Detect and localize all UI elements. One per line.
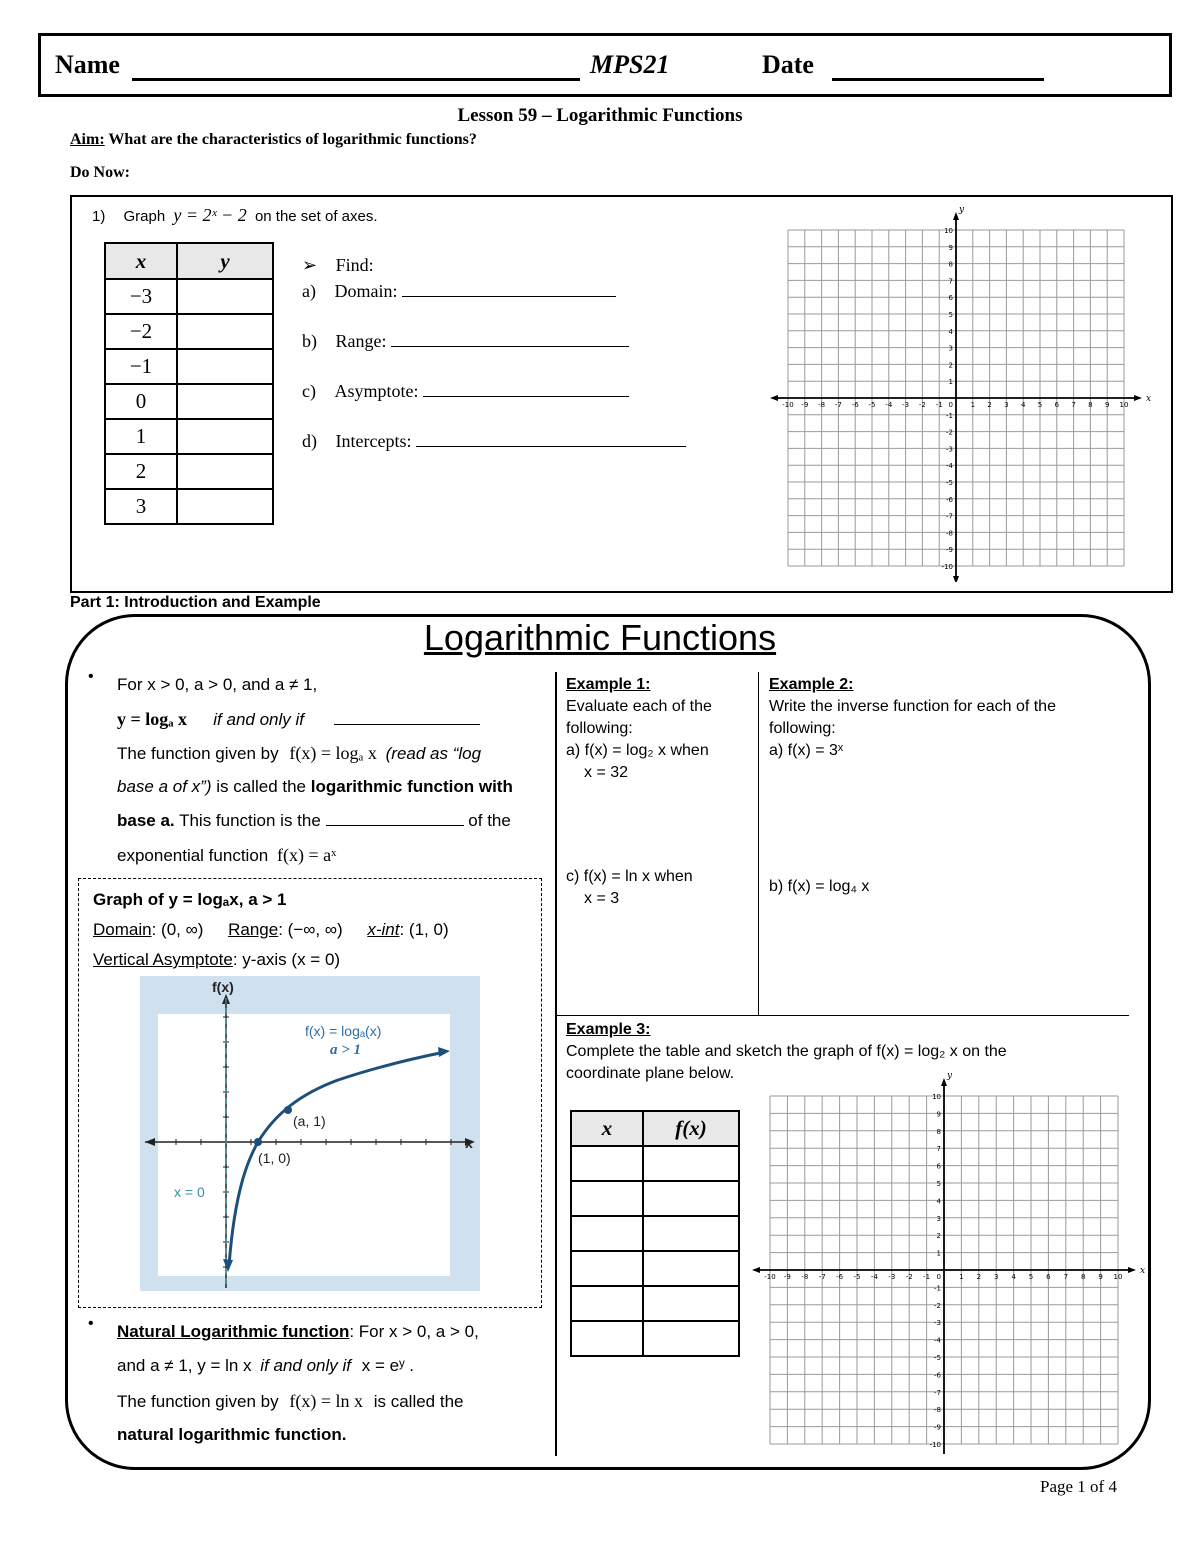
def-line3-pre: The function given by xyxy=(117,744,279,763)
table-cell[interactable] xyxy=(643,1286,739,1321)
table-x-cell: −2 xyxy=(105,314,177,349)
def-line4-read: base a of x”) xyxy=(117,777,212,796)
def-line6-fx: f(x) = aˣ xyxy=(276,845,337,865)
y-tick-label: 1 xyxy=(948,378,953,387)
x-tick-label: 7 xyxy=(1063,1273,1069,1281)
y-tick-label: 5 xyxy=(948,311,953,319)
x-tick-label: -5 xyxy=(868,401,876,409)
def-line6-text: exponential function xyxy=(117,846,269,865)
x-tick-label: -1 xyxy=(923,1273,931,1281)
table-cell[interactable] xyxy=(571,1146,643,1181)
natural-line2-end: x = eʸ . xyxy=(361,1356,414,1375)
x-tick-label: 2 xyxy=(987,401,992,409)
point-a-label: (a, 1) xyxy=(293,1113,326,1129)
table-x-cell: 2 xyxy=(105,454,177,489)
asymptote-label: x = 0 xyxy=(174,1184,205,1200)
x-tick-label: 9 xyxy=(1104,401,1110,409)
table-cell[interactable] xyxy=(643,1146,739,1181)
x-tick-label: 5 xyxy=(1037,401,1043,409)
def-iff-blank[interactable] xyxy=(334,723,480,725)
x-tick-label: 8 xyxy=(1088,401,1093,409)
natural-line3-pre: The function given by xyxy=(117,1392,279,1411)
x-tick-label: -8 xyxy=(818,401,826,409)
y-tick-label: 6 xyxy=(948,294,953,303)
table-cell[interactable] xyxy=(643,1181,739,1216)
table-cell[interactable] xyxy=(643,1251,739,1286)
x-tick-label: 3 xyxy=(993,1273,999,1281)
natural-label: Natural Logarithmic function xyxy=(117,1322,350,1341)
arrow-bullet-icon: ➢ xyxy=(302,255,318,275)
name-label: Name xyxy=(55,50,120,79)
point-a-one xyxy=(284,1106,292,1114)
origin-label: 0 xyxy=(936,1273,941,1281)
table-x-cell: −3 xyxy=(105,279,177,314)
table-y-cell[interactable] xyxy=(177,279,273,314)
y-tick-label: -3 xyxy=(946,445,953,454)
y-axis-arrow-down-icon xyxy=(953,576,959,582)
table-y-cell[interactable] xyxy=(177,349,273,384)
va-value: : y-axis (x = 0) xyxy=(232,950,341,969)
x-tick-label: 6 xyxy=(1054,401,1060,409)
x-tick-label: -3 xyxy=(902,401,910,409)
range-value: : (−∞, ∞) xyxy=(278,920,343,939)
find-letter: c) xyxy=(302,381,316,401)
date-label: Date xyxy=(762,50,814,79)
y-tick-label: 5 xyxy=(936,1180,941,1188)
example3-title: Example 3: xyxy=(566,1021,651,1038)
question-prefix: Graph xyxy=(123,208,166,225)
x-tick-label: 1 xyxy=(970,401,976,409)
y-tick-label: 2 xyxy=(948,361,953,370)
page-number: Page 1 of 4 xyxy=(1040,1477,1117,1496)
example-divider xyxy=(758,672,759,1016)
table-header-x: x xyxy=(105,243,177,279)
example1-c-line1: c) f(x) = ln x when xyxy=(566,868,693,885)
x-tick-label: -9 xyxy=(783,1273,791,1281)
find-item-label: Range: xyxy=(335,331,387,351)
find-letter: a) xyxy=(302,281,316,301)
def-inverse-blank[interactable] xyxy=(326,824,464,826)
y-axis-label: y xyxy=(959,205,965,215)
def-line3 xyxy=(117,736,481,771)
x-tick-label: 2 xyxy=(976,1273,982,1281)
y-tick-label: -4 xyxy=(946,462,953,471)
example2-title: Example 2: xyxy=(769,676,854,693)
x-tick-label: -8 xyxy=(801,1273,809,1281)
find-item-label: Asymptote: xyxy=(334,381,419,401)
x-tick-label: -4 xyxy=(885,401,893,409)
natural-line1-rest: : For x > 0, a > 0, xyxy=(349,1322,479,1341)
point-one-zero xyxy=(254,1138,262,1146)
column-divider xyxy=(555,672,557,1456)
table-cell[interactable] xyxy=(571,1321,643,1356)
y-tick-label: -5 xyxy=(946,479,953,487)
y-tick-label: 2 xyxy=(936,1232,941,1241)
date-field[interactable] xyxy=(832,52,1044,81)
def-line3-fx: f(x) = logₐ x xyxy=(289,743,377,763)
question-suffix: on the set of axes. xyxy=(254,208,378,225)
natural-line3-end: is called the xyxy=(373,1392,464,1411)
example1-c xyxy=(566,866,754,910)
xint-value: : (1, 0) xyxy=(399,920,449,939)
x-tick-label: -3 xyxy=(888,1273,896,1281)
graph-box-domain-range xyxy=(93,920,449,940)
def-iff-lhs: y = logₐ x xyxy=(117,709,188,729)
x-axis-label: x xyxy=(1140,1266,1146,1276)
x-axis-arrow-left-icon xyxy=(770,395,778,401)
example1-a-value: x = 32 xyxy=(584,764,629,781)
example2 xyxy=(769,674,1119,762)
find-asymptote xyxy=(302,381,629,402)
y-tick-label: 7 xyxy=(936,1145,941,1154)
y-tick-label: 10 xyxy=(944,227,953,235)
table-x-cell: 3 xyxy=(105,489,177,524)
example1-instructions: Evaluate each of the following: xyxy=(566,698,712,737)
do-now-table xyxy=(104,242,274,525)
x-tick-label: -5 xyxy=(853,1273,861,1281)
example2-a: a) f(x) = 3ˣ xyxy=(769,742,844,759)
natural-line2-pre: and a ≠ 1, y = ln x xyxy=(117,1356,252,1375)
domain-value: : (0, ∞) xyxy=(151,920,204,939)
y-tick-label: -8 xyxy=(934,1406,941,1415)
x-tick-label: -1 xyxy=(935,401,943,409)
y-tick-label: -7 xyxy=(946,512,953,521)
example2-b: b) f(x) = log₄ x xyxy=(769,878,870,895)
x-tick-label: -4 xyxy=(870,1273,878,1281)
x-axis-label: x xyxy=(465,1135,473,1151)
y-tick-label: -4 xyxy=(934,1336,941,1345)
graph-panel xyxy=(158,1014,450,1276)
table-cell[interactable] xyxy=(571,1251,643,1286)
x-axis-arrow-icon xyxy=(1134,395,1142,401)
find-item-label: Intercepts: xyxy=(335,431,412,451)
def-line5-end: of the xyxy=(468,811,511,830)
question-number: 1) xyxy=(92,208,106,225)
asymptote-answer-line[interactable] xyxy=(423,395,629,397)
def-line5 xyxy=(117,804,511,838)
x-tick-label: -9 xyxy=(801,401,809,409)
log-graph-illustration xyxy=(140,976,480,1291)
y-tick-label: -6 xyxy=(946,495,953,504)
bullet-icon: • xyxy=(88,668,94,685)
y-tick-label: 1 xyxy=(936,1249,941,1258)
range-answer-line[interactable] xyxy=(391,345,629,347)
def-line3-read: (read as “log xyxy=(385,744,482,763)
x-tick-label: 10 xyxy=(1119,401,1129,409)
x-tick-label: 9 xyxy=(1098,1273,1103,1281)
find-letter: d) xyxy=(302,431,317,451)
graph-box-title: Graph of y = logₐx, a > 1 xyxy=(93,890,287,909)
y-tick-label: -10 xyxy=(929,1441,941,1449)
table-y-cell[interactable] xyxy=(177,489,273,524)
table-header-y: y xyxy=(177,243,273,279)
example3-divider xyxy=(557,1015,1129,1016)
example3-instructions-2: coordinate plane below. xyxy=(566,1065,735,1082)
table-y-cell[interactable] xyxy=(177,314,273,349)
y-tick-label: 4 xyxy=(948,327,953,336)
x-tick-label: 3 xyxy=(1004,401,1009,409)
y-tick-label: 6 xyxy=(936,1162,941,1171)
y-tick-label: 9 xyxy=(948,243,953,252)
def-line4 xyxy=(117,770,513,804)
x-tick-label: 1 xyxy=(959,1273,964,1281)
table-cell[interactable] xyxy=(571,1181,643,1216)
find-label: Find: xyxy=(335,255,374,275)
x-tick-label: 8 xyxy=(1080,1273,1086,1281)
domain-answer-line[interactable] xyxy=(402,295,616,297)
x-tick-label: -7 xyxy=(834,401,842,409)
y-tick-label: -1 xyxy=(934,1284,941,1293)
bullet-icon: • xyxy=(88,1315,94,1332)
natural-line3-fx: f(x) = ln x xyxy=(289,1391,363,1411)
x-tick-label: -7 xyxy=(818,1273,826,1281)
y-tick-label: -5 xyxy=(934,1354,941,1362)
example1 xyxy=(566,674,754,784)
example3-table xyxy=(570,1110,740,1357)
x-tick-label: 4 xyxy=(1020,401,1026,409)
do-now-coordinate-grid[interactable] xyxy=(770,200,1154,582)
intercepts-answer-line[interactable] xyxy=(416,445,686,447)
table-cell[interactable] xyxy=(643,1216,739,1251)
y-tick-label: 3 xyxy=(936,1214,941,1223)
x-tick-label: 4 xyxy=(1011,1273,1016,1281)
natural-line2-iff: if and only if xyxy=(260,1356,352,1375)
part1-title: Logarithmic Functions xyxy=(423,617,777,658)
y-tick-label: -8 xyxy=(946,529,953,538)
def-line6 xyxy=(117,838,336,873)
natural-line2 xyxy=(117,1349,414,1383)
x-tick-label: 7 xyxy=(1071,401,1076,409)
example1-c-value: x = 3 xyxy=(584,890,620,907)
x-tick-label: 10 xyxy=(1113,1273,1123,1281)
y-tick-label: 4 xyxy=(936,1197,941,1206)
y-tick-label: 10 xyxy=(932,1093,941,1101)
y-tick-label: -10 xyxy=(941,563,953,571)
table-cell[interactable] xyxy=(643,1321,739,1356)
graph-box-asymptote xyxy=(93,950,340,970)
range-label: Range xyxy=(228,920,279,939)
y-tick-label: 8 xyxy=(948,260,953,269)
xint-label: x-int xyxy=(367,920,400,939)
table-x-cell: 0 xyxy=(105,384,177,419)
find-letter: b) xyxy=(302,331,317,351)
y-tick-label: -9 xyxy=(946,546,953,555)
question-1 xyxy=(92,205,378,226)
x-tick-label: 5 xyxy=(1028,1273,1034,1281)
table-y-cell[interactable] xyxy=(177,384,273,419)
table-x-cell: −1 xyxy=(105,349,177,384)
def-line4-text: is called the xyxy=(216,777,307,796)
example3-coordinate-grid[interactable] xyxy=(752,1070,1148,1454)
find-heading xyxy=(302,255,374,276)
table-x-cell: 1 xyxy=(105,419,177,454)
x-tick-label: -6 xyxy=(851,401,859,409)
y-tick-label: 3 xyxy=(948,344,953,353)
x-tick-label: -2 xyxy=(905,1273,913,1281)
curve-condition: a > 1 xyxy=(330,1042,362,1058)
natural-line3 xyxy=(117,1384,464,1419)
y-tick-label: 8 xyxy=(936,1127,941,1136)
table-y-cell[interactable] xyxy=(177,419,273,454)
table-y-cell[interactable] xyxy=(177,454,273,489)
y-axis-label: y xyxy=(947,1071,953,1081)
x-axis-arrow-left-icon xyxy=(752,1267,760,1273)
aim-label: Aim: xyxy=(70,131,105,148)
def-line5-text: This function is the xyxy=(179,811,321,830)
y-tick-label: -9 xyxy=(934,1423,941,1432)
va-label: Vertical Asymptote xyxy=(93,950,233,969)
def-iff-text: if and only if xyxy=(213,710,304,729)
curve-label: f(x) = logₐ(x) xyxy=(305,1023,382,1039)
def-line4-bold: logarithmic function with xyxy=(310,777,513,796)
y-tick-label: -1 xyxy=(946,411,953,420)
point-one-label: (1, 0) xyxy=(258,1150,291,1166)
table-header-fx: f(x) xyxy=(643,1111,739,1146)
find-range xyxy=(302,331,629,352)
question-equation: y = 2ˣ − 2 xyxy=(173,205,247,225)
def-line5-bold: base a. xyxy=(117,811,175,830)
natural-line4: natural logarithmic function. xyxy=(117,1425,347,1444)
y-tick-label: 9 xyxy=(936,1110,941,1119)
x-tick-label: 6 xyxy=(1046,1273,1051,1281)
def-iff-line xyxy=(117,702,480,737)
aim-line xyxy=(70,131,477,149)
find-item-label: Domain: xyxy=(334,281,398,301)
example3-instructions-1: Complete the table and sketch the graph of f(x) = log₂ x on the xyxy=(566,1043,1007,1060)
example2-instructions: Write the inverse function for each of the following: xyxy=(769,698,1056,737)
example1-a: a) f(x) = log₂ x when xyxy=(566,742,709,759)
y-tick-label: -2 xyxy=(946,428,953,437)
course-code: MPS21 xyxy=(590,50,670,79)
part1-label: Part 1: Introduction and Example xyxy=(70,594,321,611)
domain-label: Domain xyxy=(93,920,152,939)
x-axis-arrow-icon xyxy=(1128,1267,1136,1273)
y-axis-label: f(x) xyxy=(212,979,234,995)
table-cell[interactable] xyxy=(571,1216,643,1251)
y-tick-label: -6 xyxy=(934,1371,941,1380)
x-axis-label: x xyxy=(1146,394,1152,404)
origin-label: 0 xyxy=(948,401,953,409)
x-tick-label: -6 xyxy=(836,1273,844,1281)
y-tick-label: 7 xyxy=(948,277,953,286)
x-tick-label: -10 xyxy=(764,1273,776,1281)
y-tick-label: -3 xyxy=(934,1319,941,1328)
aim-text: What are the characteristics of logarithmic functions? xyxy=(108,131,477,148)
example1-title: Example 1: xyxy=(566,676,651,693)
find-intercepts xyxy=(302,431,686,452)
table-header-x: x xyxy=(571,1111,643,1146)
lesson-title: Lesson 59 – Logarithmic Functions xyxy=(457,105,743,126)
y-tick-label: -2 xyxy=(934,1301,941,1310)
table-cell[interactable] xyxy=(571,1286,643,1321)
do-now-label: Do Now: xyxy=(70,164,130,181)
def-condition: For x > 0, a > 0, and a ≠ 1, xyxy=(117,675,318,694)
natural-line1 xyxy=(117,1315,479,1349)
x-tick-label: -2 xyxy=(918,401,926,409)
y-tick-label: -7 xyxy=(934,1388,941,1397)
x-tick-label: -10 xyxy=(782,401,794,409)
name-field[interactable] xyxy=(132,52,580,81)
find-domain xyxy=(302,281,616,302)
